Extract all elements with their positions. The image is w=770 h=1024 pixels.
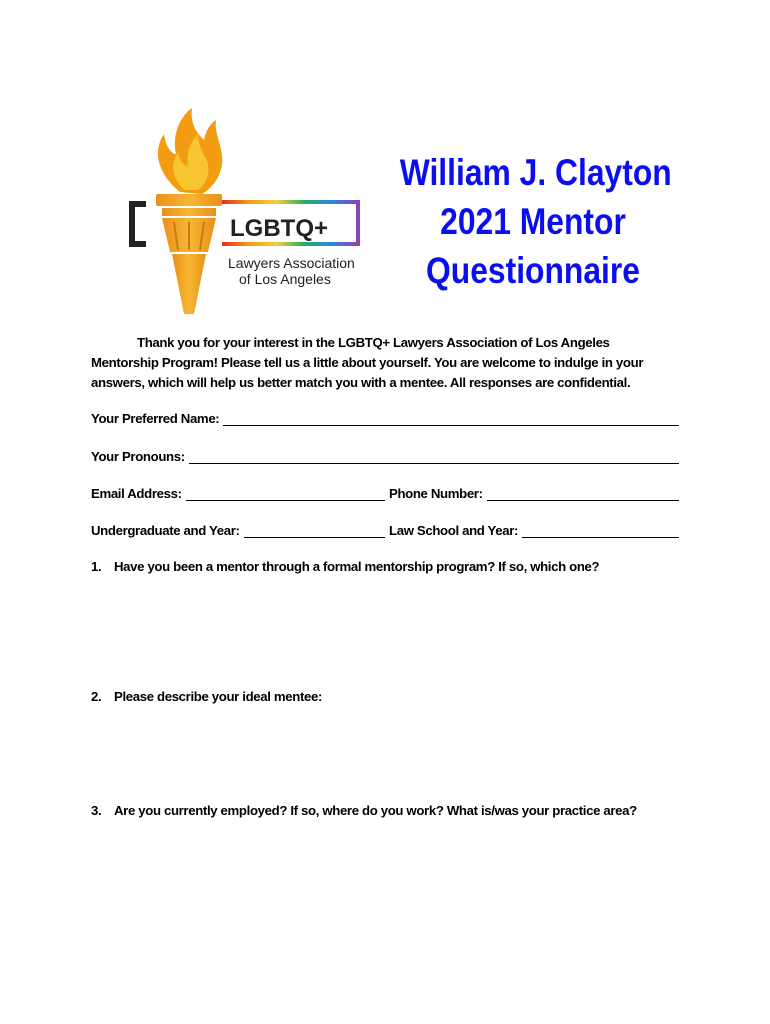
logo-lgbtq-text: LGBTQ+	[230, 215, 329, 242]
question-1-number: 1.	[91, 559, 102, 574]
question-2-text: Please describe your ideal mentee:	[114, 689, 322, 704]
preferred-name-field[interactable]	[223, 412, 679, 426]
logo-of-los-angeles-text: of Los Angeles	[239, 271, 331, 287]
document-title	[399, 148, 672, 295]
intro-paragraph: Thank you for your interest in the LGBTQ+ Lawyers Association of Los Angeles Mentorship Program! Please tell us a little about yourself. You are welcome to indulge in your answers, which will help us better match you with a mentee. All responses are confidential.	[91, 335, 644, 390]
pronouns-field[interactable]	[189, 450, 679, 464]
torch-icon	[156, 194, 222, 314]
email-field[interactable]	[186, 487, 385, 501]
logo-lawyers-association-text: Lawyers Association	[228, 255, 355, 271]
law-school-field[interactable]	[522, 524, 679, 538]
left-bracket	[132, 204, 146, 244]
undergrad-group	[91, 523, 385, 538]
question-3	[91, 803, 637, 818]
flame-icon	[158, 108, 222, 194]
preferred-name-row	[91, 408, 679, 426]
question-2	[91, 689, 322, 704]
email-group	[91, 486, 385, 501]
phone-group	[389, 486, 679, 501]
title-line-2: 2021 Mentor	[440, 201, 626, 242]
question-1	[91, 559, 599, 574]
question-2-number: 2.	[91, 689, 102, 704]
pronouns-row	[91, 446, 679, 464]
question-3-text: Are you currently employed? If so, where do you work? What is/was your practice area?	[114, 803, 637, 818]
title-line-3: Questionnaire	[426, 250, 640, 291]
law-school-group	[389, 523, 679, 538]
questionnaire-body	[91, 333, 679, 818]
law-school-label: Law School and Year:	[389, 523, 519, 538]
education-row	[91, 520, 679, 538]
question-1-text: Have you been a mentor through a formal mentorship program? If so, which one?	[114, 559, 600, 574]
undergrad-field[interactable]	[244, 524, 385, 538]
lgbtq-lawyers-association-logo	[128, 104, 364, 316]
undergrad-label: Undergraduate and Year:	[91, 523, 240, 538]
pronouns-label: Your Pronouns:	[91, 449, 185, 464]
question-3-number: 3.	[91, 803, 102, 818]
email-label: Email Address:	[91, 486, 182, 501]
phone-label: Phone Number:	[389, 486, 483, 501]
title-line-1: William J. Clayton	[399, 152, 672, 193]
phone-field[interactable]	[487, 487, 679, 501]
email-phone-row	[91, 483, 679, 501]
preferred-name-label: Your Preferred Name:	[91, 411, 220, 426]
